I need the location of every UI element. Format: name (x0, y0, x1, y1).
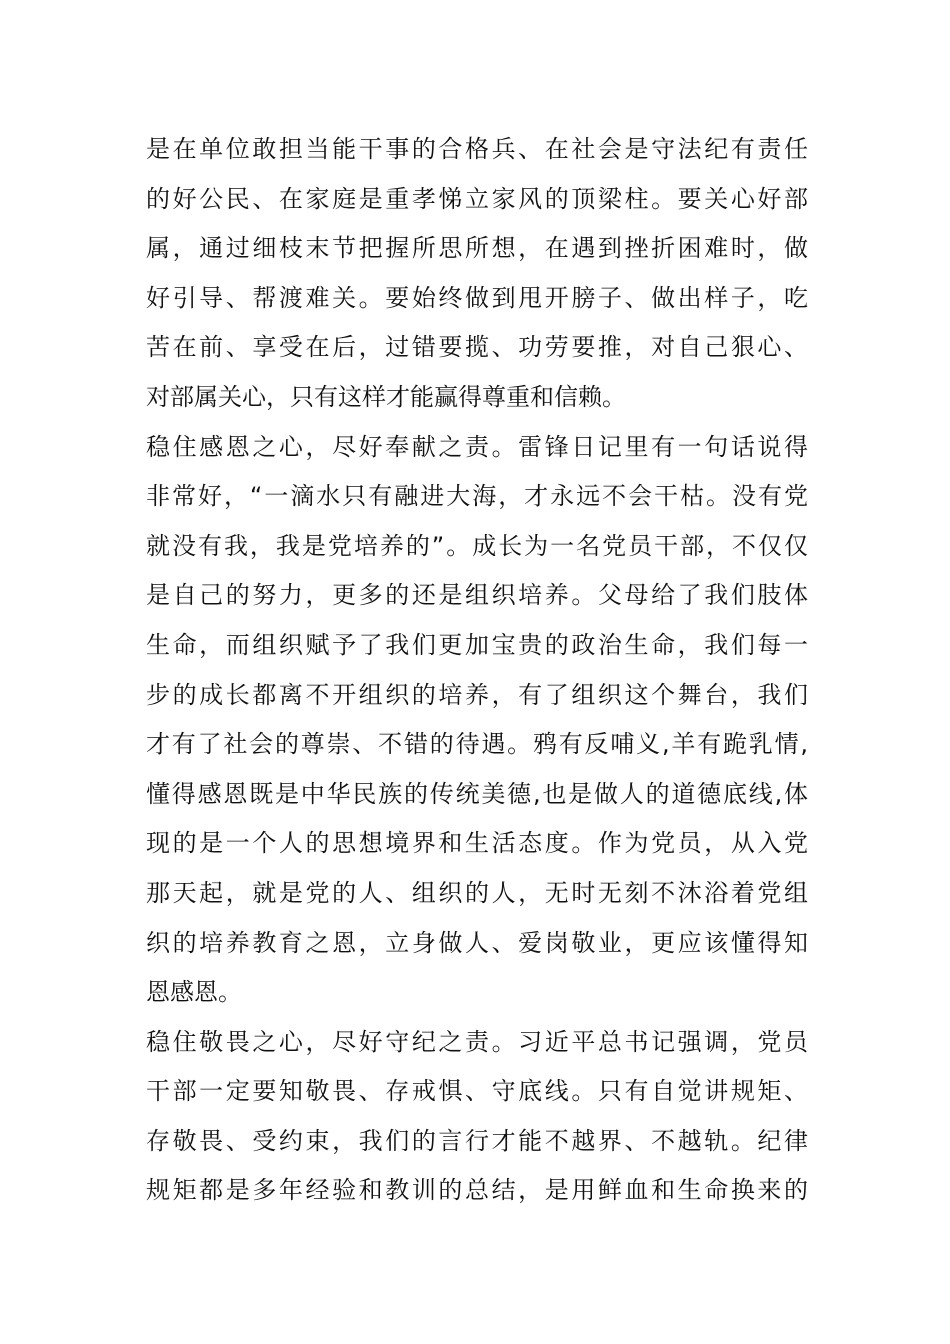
body-text (146, 125, 808, 1216)
text-line: 就没有我，我是党培养的”。成长为一名党员干部，不仅仅 (146, 531, 808, 560)
text-line: 非常好，“一滴水只有融进大海，才永远不会干枯。没有党 (146, 482, 808, 511)
text-line: 是在单位敢担当能干事的合格兵、在社会是守法纪有责任 (146, 135, 808, 163)
text-line: 苦在前、享受在后，过错要揽、功劳要推，对自己狠心、 (146, 333, 808, 362)
text-line: 步的成长都离不开组织的培养，有了组织这个舞台，我们 (146, 680, 808, 709)
text-line: 现的是一个人的思想境界和生活态度。作为党员，从入党 (146, 829, 808, 858)
text-line: 懂得感恩既是中华民族的传统美德,也是做人的道德底线,体 (146, 779, 808, 808)
text-line: 存敬畏、受约束，我们的言行才能不越界、不越轨。纪律 (146, 1126, 808, 1155)
text-line: 恩感恩。 (146, 978, 242, 1007)
text-line: 对部属关心，只有这样才能赢得尊重和信赖。 (146, 382, 626, 411)
text-line: 稳住敬畏之心，尽好守纪之责。习近平总书记强调，党员 (146, 1027, 808, 1056)
text-line: 稳住感恩之心，尽好奉献之责。雷锋日记里有一句话说得 (146, 432, 808, 461)
text-line: 属，通过细枝末节把握所思所想，在遇到挫折困难时，做 (146, 234, 808, 263)
text-line: 是自己的努力，更多的还是组织培养。父母给了我们肢体 (146, 581, 808, 610)
text-line: 的好公民、在家庭是重孝悌立家风的顶梁柱。要关心好部 (146, 184, 808, 213)
text-line: 好引导、帮渡难关。要始终做到甩开膀子、做出样子，吃 (146, 283, 808, 312)
text-line: 规矩都是多年经验和教训的总结，是用鲜血和生命换来的 (146, 1176, 808, 1205)
text-line: 织的培养教育之恩，立身做人、爱岗敬业，更应该懂得知 (146, 928, 808, 957)
text-line: 干部一定要知敬畏、存戒惧、守底线。只有自觉讲规矩、 (146, 1077, 808, 1106)
text-line: 才有了社会的尊崇、不错的待遇。鸦有反哺义,羊有跪乳情, (146, 730, 808, 759)
text-line: 生命，而组织赋予了我们更加宝贵的政治生命，我们每一 (146, 630, 808, 659)
text-line: 那天起，就是党的人、组织的人，无时无刻不沐浴着党组 (146, 878, 808, 907)
